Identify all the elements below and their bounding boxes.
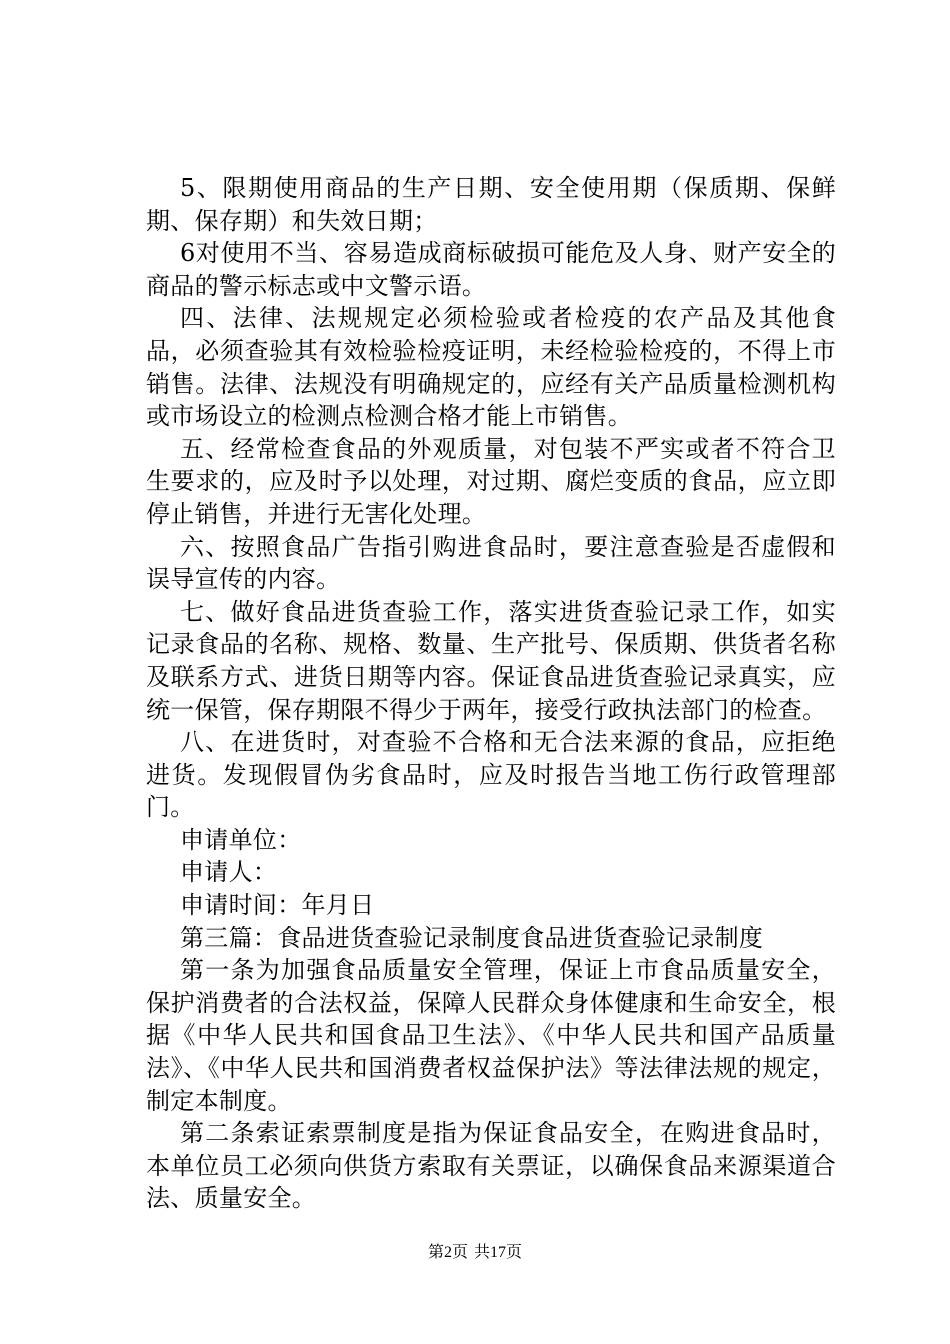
paragraph: 第二条索证索票制度是指为保证食品安全，在购进食品时，本单位员工必须向供货方索取有关票证，以确保食品来源渠道合法、质量安全。 [146, 1119, 836, 1213]
paragraph: 六、按照食品广告指引购进食品时，要注意查验是否虚假和误导宣传的内容。 [146, 532, 836, 594]
signature-applicant-line: 申请人： [180, 858, 278, 887]
signature-date-line: 申请时间：年月日 [180, 891, 375, 920]
section-heading: 第三篇：食品进货查验记录制度食品进货查验记录制度 [180, 923, 764, 952]
page-total: 共17页 [474, 1244, 523, 1261]
paragraph: 五、经常检查食品的外观质量，对包装不严实或者不符合卫生要求的，应及时予以处理，对过期、腐烂变质的食品，应立即停止销售，并进行无害化处理。 [146, 434, 836, 528]
document-body [146, 172, 836, 1215]
signature-unit-line: 申请单位： [180, 825, 302, 854]
page-footer [0, 1243, 950, 1263]
paragraph: 第一条为加强食品质量安全管理，保证上市食品质量安全，保护消费者的合法权益，保障人民群众身体健康和生命安全，根据《中华人民共和国食品卫生法》、《中华人民共和国产品质量法》、《中华人民共和国消费者权益保护法》等法律法规的规定，制定本制度。 [146, 956, 836, 1115]
paragraph: 七、做好食品进货查验工作，落实进货查验记录工作，如实记录食品的名称、规格、数量、生产批号、保质期、供货者名称及联系方式、进货日期等内容。保证食品进货查验记录真实，应统一保管，保存期限不得少于两年，接受行政执法部门的检查。 [146, 597, 836, 724]
paragraph: 5、限期使用商品的生产日期、安全使用期（保质期、保鲜期、保存期）和失效日期； [146, 174, 836, 235]
page-number: 第2页 [427, 1244, 468, 1261]
paragraph: 6对使用不当、容易造成商标破损可能危及人身、财产安全的商品的警示标志或中文警示语。 [146, 239, 836, 300]
paragraph: 八、在进货时，对查验不合格和无合法来源的食品，应拒绝进货。发现假冒伪劣食品时，应及时报告当地工伤行政管理部门。 [146, 728, 836, 822]
paragraph: 四、法律、法规规定必须检验或者检疫的农产品及其他食品，必须查验其有效检验检疫证明，未经检验检疫的，不得上市销售。法律、法规没有明确规定的，应经有关产品质量检测机构或市场设立的检测点检测合格才能上市销售。 [146, 304, 836, 431]
